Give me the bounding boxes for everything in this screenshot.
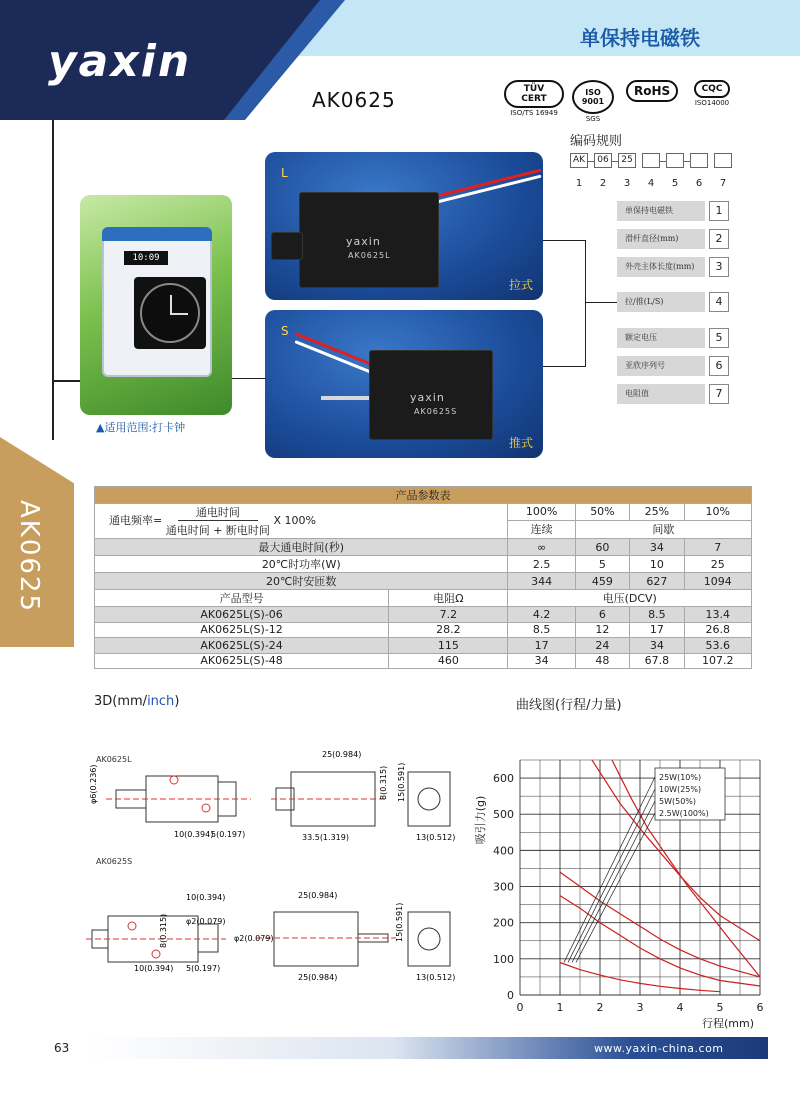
connector-line xyxy=(585,302,617,303)
y-tick-label: 600 xyxy=(493,772,514,786)
code-box: 25 xyxy=(618,153,636,168)
rule-label: 额定电压 xyxy=(617,328,705,348)
mode-intermittent: 间歇 xyxy=(575,520,751,538)
code-number: 1 xyxy=(575,178,583,189)
voltage-header: 电压(DCV) xyxy=(508,590,752,607)
duty-value: 100% xyxy=(508,504,575,521)
y-tick-label: 100 xyxy=(493,952,514,966)
rule-label: 单保持电磁铁 xyxy=(617,201,705,221)
table-row: 最大通电时间(秒) ∞ 60 34 7 xyxy=(95,539,752,556)
legend-entry: 5W(50%) xyxy=(659,797,697,806)
mount-hole xyxy=(170,776,178,784)
table-row: AK0625L(S)-12 28.2 8.5 12 17 26.8 xyxy=(95,622,752,638)
time-clock-photo xyxy=(80,195,232,415)
table-row: 20℃时功率(W) 2.5 5 10 25 xyxy=(95,556,752,573)
pull-type-label: 拉式 xyxy=(509,278,534,292)
dim-label: 25(0.984) xyxy=(322,750,362,759)
solenoid-body: yaxin AK0625S xyxy=(369,350,493,440)
duty-value: 10% xyxy=(684,504,751,521)
cqc-iso14000-badge: CQC ISO14000 xyxy=(690,80,734,114)
bore xyxy=(418,788,440,810)
resistance-header: 电阻Ω xyxy=(389,590,508,607)
dim-label: 5(0.197) xyxy=(211,830,246,839)
table-row: AK0625L(S)-24 115 17 24 34 53.6 xyxy=(95,638,752,654)
legend-leader xyxy=(572,801,655,962)
code-number: 6 xyxy=(695,178,703,189)
dim-label: 10(0.394) xyxy=(134,964,174,973)
x-tick-label: 0 xyxy=(516,1001,524,1014)
end-cap-outline xyxy=(198,924,218,952)
legend-leader xyxy=(568,789,655,962)
table-row: AK0625L(S)-06 7.2 4.2 6 8.5 13.4 xyxy=(95,607,752,623)
drawing-label-l: AK0625L xyxy=(96,755,132,764)
pull-tag: L xyxy=(281,166,288,180)
rule-number: 5 xyxy=(709,328,729,348)
x-tick-label: 6 xyxy=(756,1001,764,1014)
dim-label: 8(0.315) xyxy=(379,765,388,800)
rule-label: 外壳主体长度(mm) xyxy=(617,257,705,277)
dim-label: φ6(0.236) xyxy=(89,764,98,804)
dim-label: 13(0.512) xyxy=(416,833,456,842)
dim-label: 25(0.984) xyxy=(298,973,338,982)
duty-formula: 通电频率= 通电时间 通电时间 + 断电时间 X 100% xyxy=(95,504,508,539)
x-tick-label: 4 xyxy=(676,1001,684,1014)
table-title: 产品参数表 xyxy=(95,487,752,504)
coding-title: 编码规则 xyxy=(570,134,623,149)
dim-label: 33.5(1.319) xyxy=(302,833,349,842)
code-box xyxy=(666,153,684,168)
drawings-title: 3D(mm/inch) xyxy=(94,694,180,709)
push-type-label: 推式 xyxy=(509,436,534,450)
duty-value: 50% xyxy=(575,504,629,521)
clock-top xyxy=(102,227,212,241)
push-tag: S xyxy=(281,324,289,338)
end-outline xyxy=(408,772,450,826)
legend-leader xyxy=(564,777,655,962)
dim-label: 5(0.197) xyxy=(186,964,221,973)
connector-line xyxy=(543,240,585,241)
drawing-label-s: AK0625S xyxy=(96,857,133,866)
code-box: AK xyxy=(570,153,588,168)
mode-continuous: 连续 xyxy=(508,520,575,538)
table-row: 20℃时安匝数 344 459 627 1094 xyxy=(95,573,752,590)
connector-line xyxy=(232,378,266,379)
mount-hole xyxy=(152,950,160,958)
dim-label: 10(0.394) xyxy=(186,893,226,902)
code-box xyxy=(642,153,660,168)
code-number: 3 xyxy=(623,178,631,189)
connector-line xyxy=(585,240,586,367)
x-tick-label: 5 xyxy=(716,1001,724,1014)
dim-label: 25(0.984) xyxy=(298,891,338,900)
table-row: AK0625L(S)-48 460 34 48 67.8 107.2 xyxy=(95,653,752,669)
rule-number: 2 xyxy=(709,229,729,249)
photo-caption: ▲适用范围:打卡钟 xyxy=(96,421,186,434)
clock-hand xyxy=(170,295,172,315)
dim-label: 10(0.394) xyxy=(174,830,214,839)
bore xyxy=(418,928,440,950)
rule-label: 亚欣序列号 xyxy=(617,356,705,376)
rule-number: 1 xyxy=(709,201,729,221)
force-stroke-chart xyxy=(470,740,780,1035)
code-number: 7 xyxy=(719,178,727,189)
page-title: 单保持电磁铁 xyxy=(580,26,700,50)
table-row xyxy=(95,590,752,607)
push-type-photo xyxy=(265,310,543,458)
model-number: AK0625 xyxy=(312,88,396,112)
y-tick-label: 0 xyxy=(507,989,514,1002)
connector-line xyxy=(54,380,82,382)
y-tick-label: 500 xyxy=(493,808,514,822)
dimension-drawings xyxy=(86,740,486,1000)
x-tick-label: 1 xyxy=(556,1001,564,1014)
code-box: 06 xyxy=(594,153,612,168)
code-box xyxy=(690,153,708,168)
plunger xyxy=(271,232,303,260)
left-rule xyxy=(52,120,54,440)
dim-label: 15(0.591) xyxy=(395,902,404,942)
dim-label: 8(0.315) xyxy=(159,913,168,948)
y-tick-label: 400 xyxy=(493,844,514,858)
rule-label: 电阻值 xyxy=(617,384,705,404)
legend-entry: 10W(25%) xyxy=(659,785,702,794)
x-axis-label: 行程(mm) xyxy=(701,1017,754,1030)
code-number: 2 xyxy=(599,178,607,189)
tuv-cert-badge: TÜV CERT ISO/TS 16949 xyxy=(504,80,564,114)
clock-display: 10:09 xyxy=(124,251,168,265)
end-outline xyxy=(408,912,450,966)
side-outline xyxy=(274,912,358,966)
legend-entry: 2.5W(100%) xyxy=(659,809,709,818)
duty-value: 25% xyxy=(630,504,684,521)
rule-number: 4 xyxy=(709,292,729,312)
dim-label: φ2(0.079) xyxy=(186,917,226,926)
code-number: 4 xyxy=(647,178,655,189)
code-number: 5 xyxy=(671,178,679,189)
x-tick-label: 3 xyxy=(636,1001,644,1014)
pull-type-photo xyxy=(265,152,543,300)
connector-line xyxy=(543,366,585,367)
parameter-table xyxy=(94,486,752,669)
solenoid-body: yaxin AK0625L xyxy=(299,192,439,288)
rohs-badge: RoHS xyxy=(626,80,676,114)
rule-number: 7 xyxy=(709,384,729,404)
y-tick-label: 200 xyxy=(493,916,514,930)
rule-number: 6 xyxy=(709,356,729,376)
brand-logo: yaxin xyxy=(48,36,192,87)
dim-label: 15(0.591) xyxy=(397,762,406,802)
rule-label: 拉/推(L/S) xyxy=(617,292,705,312)
code-box xyxy=(714,153,732,168)
legend-leader xyxy=(576,813,655,962)
y-tick-label: 300 xyxy=(493,880,514,894)
legend-entry: 25W(10%) xyxy=(659,773,702,782)
rule-label: 滑杆直径(mm) xyxy=(617,229,705,249)
rule-number: 3 xyxy=(709,257,729,277)
model-header: 产品型号 xyxy=(95,590,389,607)
dim-label: φ2(0.079) xyxy=(234,934,274,943)
page-number: 63 xyxy=(54,1041,70,1055)
footer-url: www.yaxin-china.com xyxy=(594,1042,724,1055)
mount-hole xyxy=(202,804,210,812)
y-axis-label: 吸引力(g) xyxy=(474,795,487,845)
mount-hole xyxy=(128,922,136,930)
x-tick-label: 2 xyxy=(596,1001,604,1014)
chart-title: 曲线图(行程/力量) xyxy=(516,698,622,713)
clock-face xyxy=(140,283,200,343)
side-tab-label: AK0625 xyxy=(14,500,44,614)
clock-hand xyxy=(170,313,188,315)
dim-label: 13(0.512) xyxy=(416,973,456,982)
iso9001-badge: ISO 9001 SGS xyxy=(572,80,614,114)
